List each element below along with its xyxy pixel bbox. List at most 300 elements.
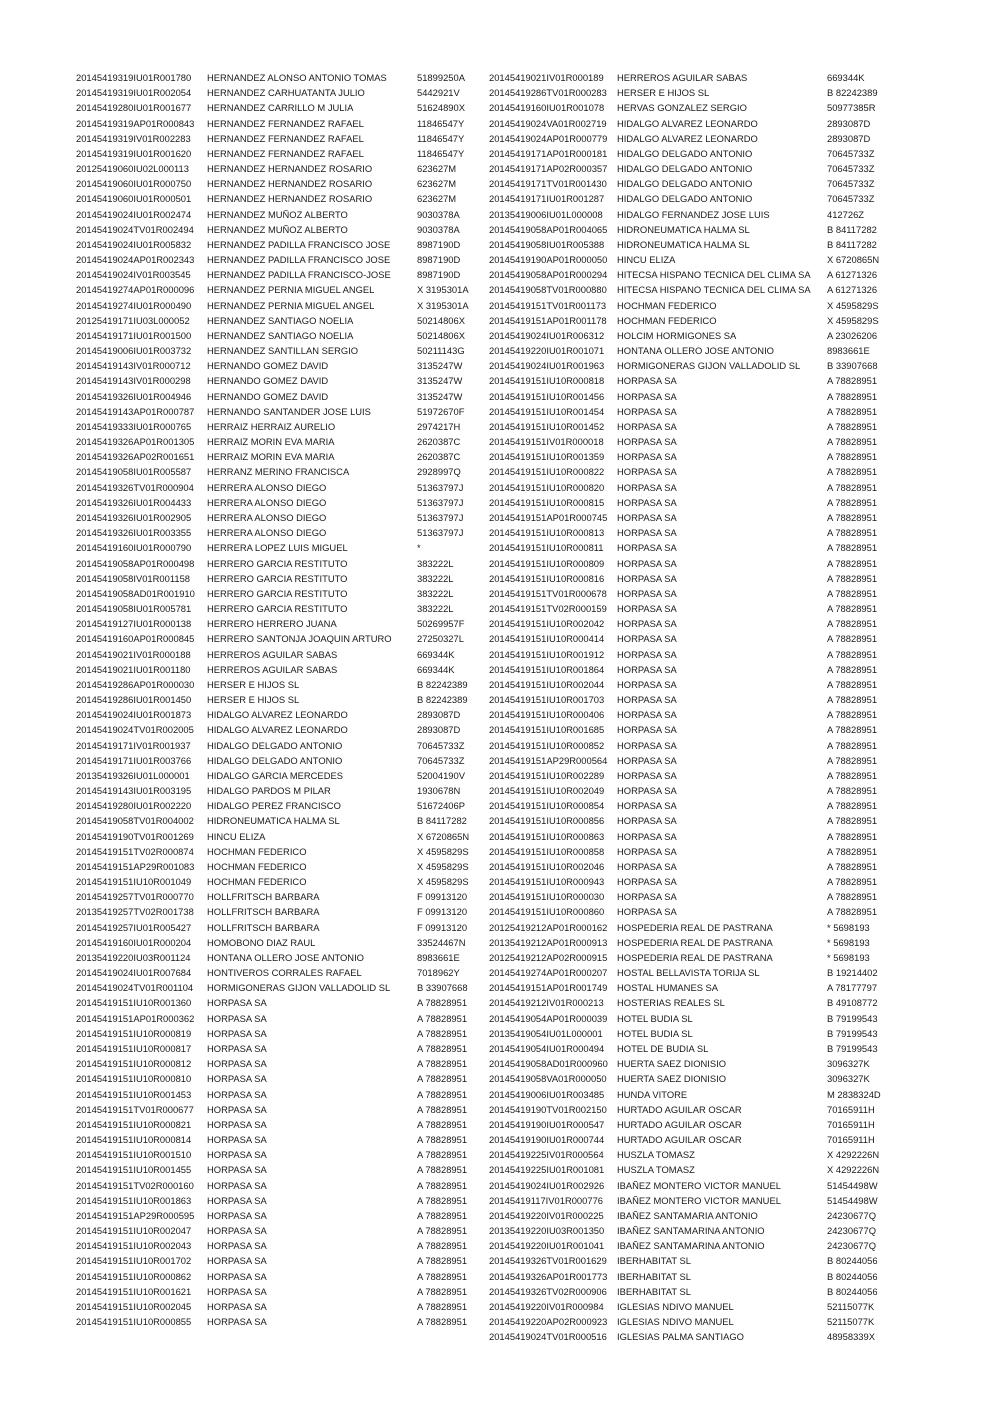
holder-name: HERRERO GARCIA RESTITUTO	[207, 572, 348, 584]
tax-id: X 3195301A	[417, 284, 469, 296]
tax-id: A 78177797	[827, 982, 878, 994]
holder-name: HERNANDEZ FERNANDEZ RAFAEL	[207, 117, 364, 129]
holder-name: HORPASA SA	[207, 1285, 267, 1297]
tax-id: A 78828951	[827, 678, 878, 690]
tax-id: A 78828951	[827, 390, 878, 402]
tax-id: 623627M	[417, 193, 457, 205]
tax-id: A 78828951	[827, 830, 878, 842]
tax-id: A 78828951	[827, 891, 878, 903]
holder-name: HOCHMAN FEDERICO	[617, 299, 717, 311]
tax-id: B 84117282	[417, 815, 467, 827]
record-id: 20135419220IU03R001350	[489, 1225, 605, 1237]
record-id: 20145419151IU10R001452	[489, 420, 605, 432]
holder-name: HIDALGO ALVAREZ LEONARDO	[207, 724, 348, 736]
holder-name: HORPASA SA	[207, 1134, 267, 1146]
record-id: 20145419151IU10R000856	[489, 815, 605, 827]
tax-id: B 79199543	[827, 1043, 878, 1054]
record-id: 20145419024VA01R002719	[489, 117, 607, 129]
record-id: 20145419151IU10R001685	[489, 724, 605, 736]
tax-id: A 78828951	[417, 997, 468, 1009]
record-id: 20145419151AP29R000595	[76, 1209, 195, 1221]
record-id: 20145419326AP01R001305	[76, 436, 195, 448]
record-id: 20145419151IU10R001455	[76, 1164, 192, 1176]
record-id: 20145419024TV01R002005	[76, 724, 194, 736]
holder-name: HORPASA SA	[207, 1012, 267, 1024]
holder-name: HERRAIZ HERRAIZ AURELIO	[207, 420, 336, 432]
tax-id: B 84117282	[827, 223, 877, 235]
holder-name: HERVAS GONZALEZ SERGIO	[617, 102, 747, 114]
record-id: 20145419151IU10R002049	[489, 785, 605, 797]
holder-name: HORPASA SA	[617, 845, 677, 857]
tax-id: 5442921V	[417, 87, 460, 99]
holder-name: HERNANDO SANTANDER JOSE LUIS	[207, 405, 371, 417]
holder-name: HOCHMAN FEDERICO	[207, 876, 307, 888]
holder-name: IBAÑEZ SANTAMARINA ANTONIO	[617, 1225, 765, 1237]
record-id: 20145419220IV01R000225	[489, 1209, 604, 1221]
record-id: 20145419151IU10R000815	[489, 496, 605, 508]
tax-id: A 78828951	[827, 785, 878, 797]
holder-name: HORPASA SA	[207, 1270, 267, 1282]
tax-id: X 4595829S	[827, 314, 879, 326]
holder-name: HERRERA ALONSO DIEGO	[207, 527, 327, 539]
tax-id: A 78828951	[417, 1149, 468, 1161]
tax-id: A 78828951	[827, 876, 878, 888]
holder-name: HERNANDEZ HERNANDEZ ROSARIO	[207, 178, 373, 190]
record-id: 20145419151IU10R000813	[489, 527, 605, 539]
record-id: 20145419151IU10R001863	[76, 1194, 192, 1206]
tax-id: 51899250A	[417, 72, 465, 83]
record-id: 20145419060IU01R000750	[76, 178, 192, 190]
holder-name: HUERTA SAEZ DIONISIO	[617, 1058, 727, 1070]
record-id: 20145419151AP01R000745	[489, 511, 608, 523]
tax-id: 2893087D	[417, 709, 461, 721]
holder-name: HORPASA SA	[617, 572, 677, 584]
holder-name: HERNANDEZ PADILLA FRANCISCO JOSE	[207, 238, 391, 250]
holder-name: HORPASA SA	[617, 891, 677, 903]
tax-id: 70645733Z	[827, 193, 875, 205]
tax-id: 2928997Q	[417, 466, 461, 478]
tax-id: B 80244056	[827, 1270, 878, 1282]
holder-name: HORMIGONERAS GIJON VALLADOLID SL	[207, 982, 391, 994]
tax-id: X 6720865N	[827, 254, 880, 266]
holder-name: HERNANDEZ HERNANDEZ ROSARIO	[207, 193, 373, 205]
record-id: 20145419171TV01R001430	[489, 178, 607, 190]
record-id: 20145419151IU10R000809	[489, 557, 605, 569]
tax-id: 27250327L	[417, 633, 464, 645]
holder-name: HORPASA SA	[617, 587, 677, 599]
holder-name: HORPASA SA	[207, 1058, 267, 1070]
record-id: 20145419058AP01R000498	[76, 557, 195, 569]
tax-id: 24230677Q	[827, 1225, 877, 1237]
tax-id: A 78828951	[827, 739, 878, 751]
record-id: 20145419151AP01R001749	[489, 982, 608, 994]
record-id: 20145419319IU01R001620	[76, 147, 192, 159]
record-id: 20145419220AP02R000923	[489, 1316, 608, 1328]
record-id: 20145419151IU10R001703	[489, 694, 605, 706]
holder-name: HERNANDEZ SANTILLAN SERGIO	[207, 345, 359, 357]
record-id: 20145419190TV01R002150	[489, 1103, 607, 1115]
holder-name: HORPASA SA	[617, 694, 677, 706]
holder-name: HERREROS AGUILAR SABAS	[207, 663, 338, 675]
holder-name: IGLESIAS NDIVO MANUEL	[617, 1316, 734, 1328]
tax-id: 9030378A	[417, 223, 460, 235]
record-id: 20145419274IU01R000490	[76, 299, 192, 311]
tax-id: 51972670F	[417, 405, 465, 417]
tax-id: 50977385R	[827, 102, 876, 114]
tax-id: F 09913120	[417, 891, 468, 903]
holder-name: HORPASA SA	[207, 1240, 267, 1252]
holder-name: HORPASA SA	[207, 1316, 267, 1328]
holder-name: HORPASA SA	[207, 1255, 267, 1267]
holder-name: HORPASA SA	[617, 800, 677, 812]
holder-name: HOMOBONO DIAZ RAUL	[207, 936, 316, 948]
tax-id: X 6720865N	[417, 830, 470, 842]
tax-id: A 78828951	[417, 1316, 468, 1328]
tax-id: 2893087D	[827, 132, 871, 144]
record-id: 20145419024IV01R003545	[76, 269, 191, 281]
holder-name: HORPASA SA	[617, 420, 677, 432]
record-id: 20145419286TV01R000283	[489, 87, 607, 99]
holder-name: HERRERA ALONSO DIEGO	[207, 511, 327, 523]
record-id: 20145419024IU01R006312	[489, 329, 605, 341]
record-id: 20145419024IU01R002926	[489, 1179, 605, 1191]
record-id: 20145419058IV01R001158	[76, 572, 190, 584]
holder-name: HIDALGO FERNANDEZ JOSE LUIS	[617, 208, 770, 220]
holder-name: HORPASA SA	[617, 405, 677, 417]
record-id: 20145419054AP01R000039	[489, 1012, 608, 1024]
holder-name: HORPASA SA	[617, 511, 677, 523]
tax-id: A 78828951	[417, 1118, 468, 1130]
holder-name: HORPASA SA	[617, 678, 677, 690]
tax-id: A 78828951	[827, 436, 878, 448]
record-id: 20145419190AP01R000050	[489, 254, 608, 266]
tax-id: 623627M	[417, 163, 457, 175]
holder-name: IBERHABITAT SL	[617, 1270, 691, 1282]
record-id: 20145419024AP01R002343	[76, 254, 195, 266]
holder-name: HIDALGO PARDOS M PILAR	[207, 785, 331, 797]
holder-name: IBAÑEZ SANTAMARINA ANTONIO	[617, 1240, 765, 1252]
tax-id: 48958339X	[827, 1331, 875, 1343]
holder-name: HORPASA SA	[617, 557, 677, 569]
record-id: 20145419151IU10R000414	[489, 633, 605, 645]
record-id: 20145419160AP01R000845	[76, 633, 195, 645]
tax-id: A 78828951	[827, 633, 878, 645]
record-id: 20145419151IU10R002046	[489, 860, 605, 872]
record-id: 20145419024IU01R007684	[76, 967, 192, 979]
tax-id: 7018962Y	[417, 967, 460, 979]
record-id: 20145419171AP02R000357	[489, 163, 608, 175]
tax-id: A 78828951	[417, 1012, 468, 1024]
tax-id: A 78828951	[417, 1103, 468, 1115]
record-id: 20145419151IU10R000820	[489, 481, 605, 493]
record-id: 20145419058TV01R004002	[76, 815, 194, 827]
record-id: 20145419326TV01R001629	[489, 1255, 607, 1267]
holder-name: HURTADO AGUILAR OSCAR	[617, 1134, 742, 1146]
tax-id: B 33907668	[417, 982, 468, 994]
holder-name: HORPASA SA	[617, 603, 677, 615]
tax-id: B 82242389	[417, 678, 468, 690]
record-id: 20145419274AP01R000207	[489, 967, 608, 979]
holder-name: HORPASA SA	[207, 1179, 267, 1191]
holder-name: HORPASA SA	[617, 496, 677, 508]
holder-name: HORPASA SA	[617, 754, 677, 766]
tax-id: 70645733Z	[417, 739, 465, 751]
record-id: 20145419257IU01R005427	[76, 921, 192, 933]
holder-name: HERNANDEZ PADILLA FRANCISCO-JOSE	[207, 269, 391, 281]
holder-name: HIDRONEUMATICA HALMA SL	[617, 223, 750, 235]
record-id: 20145419151IU10R001621	[76, 1285, 192, 1297]
holder-name: HERNANDEZ CARHUATANTA JULIO	[207, 87, 365, 99]
tax-id: 52004190V	[417, 769, 465, 781]
record-id: 20145419171IU01R001287	[489, 193, 605, 205]
tax-id: A 78828951	[827, 542, 878, 554]
holder-name: HOLCIM HORMIGONES SA	[617, 329, 737, 341]
holder-name: HOLLFRITSCH BARBARA	[207, 891, 320, 903]
record-id: 20135419006IU01L000008	[489, 208, 603, 220]
record-id: 20145419319AP01R000843	[76, 117, 195, 129]
holder-name: HORPASA SA	[207, 1088, 267, 1100]
holder-name: HERRERO SANTONJA JOAQUIN ARTURO	[207, 633, 392, 645]
record-id: 20145419058IU01R005587	[76, 466, 192, 478]
tax-id: A 78828951	[417, 1058, 468, 1070]
holder-name: HUERTA SAEZ DIONISIO	[617, 1073, 727, 1085]
holder-name: HORPASA SA	[617, 739, 677, 751]
tax-id: 669344K	[417, 663, 455, 675]
tax-id: 669344K	[827, 72, 865, 83]
tax-id: A 78828951	[417, 1285, 468, 1297]
tax-id: 70645733Z	[827, 147, 875, 159]
record-id: 20145419151AP29R001083	[76, 860, 195, 872]
holder-name: HERRANZ MERINO FRANCISCA	[207, 466, 350, 478]
record-id: 20145419151IU10R001049	[76, 876, 192, 888]
tax-id: 383222L	[417, 572, 454, 584]
holder-name: HERNANDO GOMEZ DAVID	[207, 360, 329, 372]
record-id: 20145419151IU10R000862	[76, 1270, 192, 1282]
record-id: 20145419024AP01R000779	[489, 132, 608, 144]
record-id: 20145419151TV01R000678	[489, 587, 607, 599]
tax-id: A 78828951	[417, 1255, 468, 1267]
tax-id: * 5698193	[827, 951, 870, 963]
record-id: 20145419151IU10R000852	[489, 739, 605, 751]
tax-id: X 4595829S	[417, 860, 469, 872]
record-id: 20145419024TV01R001104	[76, 982, 194, 994]
tax-id: A 78828951	[417, 1270, 468, 1282]
holder-name: HOSPEDERIA REAL DE PASTRANA	[617, 936, 773, 948]
holder-name: HIDALGO DELGADO ANTONIO	[207, 754, 343, 766]
record-id: 20145419006IU01R003485	[489, 1088, 605, 1100]
tax-id: 8987190D	[417, 238, 461, 250]
record-id: 20145419058AP01R004065	[489, 223, 608, 235]
record-id: 20145419190IU01R000547	[489, 1118, 605, 1130]
record-id: 20145419326IU01R004946	[76, 390, 192, 402]
record-id: 20145419024IU01R001963	[489, 360, 605, 372]
tax-id: A 78828951	[827, 709, 878, 721]
holder-name: HORPASA SA	[617, 527, 677, 539]
record-id: 20145419021IV01R000188	[76, 648, 191, 660]
tax-id: 51454498W	[827, 1179, 878, 1191]
tax-id: B 82242389	[417, 694, 468, 706]
record-id: 20145419151IU10R002044	[489, 678, 605, 690]
holder-name: HOCHMAN FEDERICO	[617, 314, 717, 326]
holder-name: HERNANDEZ CARRILLO M JULIA	[207, 102, 354, 114]
holder-name: HORPASA SA	[617, 542, 677, 554]
tax-id: B 80244056	[827, 1255, 878, 1267]
record-id: 20145419021IU01R001180	[76, 663, 191, 675]
holder-name: HONTANA OLLERO JOSE ANTONIO	[207, 951, 364, 963]
record-id: 20145419151TV01R001173	[489, 299, 607, 311]
record-id: 20135419326IU01L000001	[76, 769, 190, 781]
tax-id: 1930678N	[417, 785, 461, 797]
record-id: 20145419151IU10R000406	[489, 709, 605, 721]
holder-name: HERRAIZ MORIN EVA MARIA	[207, 436, 335, 448]
holder-name: HERRERO GARCIA RESTITUTO	[207, 587, 348, 599]
record-id: 20145419220IU01R001041	[489, 1240, 605, 1252]
holder-name: HERNANDEZ MUÑOZ ALBERTO	[207, 208, 348, 220]
record-id: 20145419151IU10R002045	[76, 1300, 192, 1312]
record-id: 20145419151IU10R000943	[489, 876, 605, 888]
tax-id: A 78828951	[827, 618, 878, 630]
record-id: 20145419151IU10R001453	[76, 1088, 192, 1100]
record-id: 20145419160IU01R001078	[489, 102, 605, 114]
record-id: 20145419326IU01R004433	[76, 496, 192, 508]
holder-name: HERNANDEZ SANTIAGO NOELIA	[207, 329, 354, 341]
record-id: 20145419151IU10R001864	[489, 663, 605, 675]
record-id: 20145419171AP01R000181	[489, 147, 608, 159]
tax-id: 50211143G	[417, 345, 465, 357]
record-id: 20145419286IU01R001450	[76, 694, 192, 706]
tax-id: A 78828951	[827, 420, 878, 432]
tax-id: 2974217H	[417, 420, 461, 432]
holder-name: HOSPEDERIA REAL DE PASTRANA	[617, 951, 773, 963]
tax-id: B 33907668	[827, 360, 878, 372]
holder-name: HINCU ELIZA	[617, 254, 676, 266]
tax-id: 70165911H	[827, 1103, 875, 1115]
tax-id: 33524467N	[417, 936, 466, 948]
holder-name: HIDALGO ALVAREZ LEONARDO	[617, 132, 758, 144]
tax-id: 2893087D	[827, 117, 871, 129]
record-id: 20145419151IU10R000818	[489, 375, 605, 387]
holder-name: HORPASA SA	[617, 709, 677, 721]
record-id: 20145419143IU01R003195	[76, 785, 192, 797]
tax-id: A 78828951	[827, 754, 878, 766]
holder-name: HORPASA SA	[207, 1300, 267, 1312]
holder-name: HIDRONEUMATICA HALMA SL	[207, 815, 340, 827]
tax-id: 50269957F	[417, 618, 465, 630]
holder-name: HORPASA SA	[617, 390, 677, 402]
record-id: 20145419151IU10R000821	[76, 1118, 192, 1130]
record-id: 20145419021IV01R000189	[489, 72, 604, 83]
holder-name: HIDALGO ALVAREZ LEONARDO	[617, 117, 758, 129]
record-id: 20145419058IU01R005781	[76, 603, 192, 615]
tax-id: 51363797J	[417, 481, 464, 493]
record-id: 20145419333IU01R000765	[76, 420, 192, 432]
record-id: 20125419060IU02L000113	[76, 163, 189, 175]
holder-name: HORPASA SA	[617, 466, 677, 478]
tax-id: 412726Z	[827, 208, 865, 220]
record-id: 20135419212AP01R000913	[489, 936, 608, 948]
tax-id: 8983661E	[827, 345, 870, 357]
tax-id: A 78828951	[417, 1164, 468, 1176]
record-id: 20145419151IU10R002289	[489, 769, 605, 781]
tax-id: A 78828951	[827, 860, 878, 872]
record-id: 20145419151IU10R000855	[76, 1316, 192, 1328]
tax-id: A 78828951	[827, 845, 878, 857]
record-id: 20145419220IU01R001071	[489, 345, 605, 357]
record-id: 20145419151IU10R000819	[76, 1027, 192, 1039]
holder-name: HERRERA ALONSO DIEGO	[207, 481, 327, 493]
record-id: 20145419151TV02R000160	[76, 1179, 194, 1191]
holder-name: HURTADO AGUILAR OSCAR	[617, 1118, 742, 1130]
tax-id: 51363797J	[417, 496, 464, 508]
record-id: 20145419058AP01R000294	[489, 269, 608, 281]
holder-name: HERNANDEZ SANTIAGO NOELIA	[207, 314, 354, 326]
tax-id: X 4595829S	[827, 299, 879, 311]
record-id: 20145419151IU10R000860	[489, 906, 605, 918]
holder-name: HORPASA SA	[207, 1043, 267, 1054]
record-id: 20145419024IU01R002474	[76, 208, 192, 220]
holder-name: HORPASA SA	[617, 906, 677, 918]
record-id: 20145419151IU10R000814	[76, 1134, 192, 1146]
tax-id: 3096327K	[827, 1073, 870, 1085]
tax-id: 51454498W	[827, 1194, 878, 1206]
holder-name: HERNANDEZ PERNIA MIGUEL ANGEL	[207, 284, 375, 296]
tax-id: A 78828951	[827, 481, 878, 493]
holder-name: HOSTAL BELLAVISTA TORIJA SL	[617, 967, 760, 979]
tax-id: 50214806X	[417, 314, 465, 326]
record-id: 20145419151IU10R000854	[489, 800, 605, 812]
holder-name: HOLLFRITSCH BARBARA	[207, 906, 320, 918]
tax-id: A 78828951	[827, 451, 878, 463]
holder-name: HERNANDEZ MUÑOZ ALBERTO	[207, 223, 348, 235]
tax-id: 70165911H	[827, 1134, 875, 1146]
record-id: 20145419280IU01R002220	[76, 800, 192, 812]
holder-name: HORPASA SA	[207, 1164, 267, 1176]
holder-name: HERNANDEZ FERNANDEZ RAFAEL	[207, 147, 364, 159]
holder-name: HERRERA LOPEZ LUIS MIGUEL	[207, 542, 348, 554]
tax-id: 11846547Y	[417, 147, 465, 159]
tax-id: 3135247W	[417, 390, 463, 402]
tax-id: 24230677Q	[827, 1240, 877, 1252]
holder-name: HORPASA SA	[617, 815, 677, 827]
record-id: 20145419151IU10R001912	[489, 648, 605, 660]
record-id: 20145419274AP01R000096	[76, 284, 195, 296]
holder-name: HIDALGO DELGADO ANTONIO	[617, 163, 753, 175]
holder-name: HORPASA SA	[207, 997, 267, 1009]
tax-id: 2893087D	[417, 724, 461, 736]
holder-name: IGLESIAS NDIVO MANUEL	[617, 1300, 734, 1312]
holder-name: IGLESIAS PALMA SANTIAGO	[617, 1331, 744, 1343]
record-id: 20145419151AP01R000362	[76, 1012, 195, 1024]
tax-id: A 78828951	[417, 1179, 468, 1191]
record-id: 20145419212IV01R000213	[489, 997, 604, 1009]
holder-name: HERREROS AGUILAR SABAS	[617, 72, 748, 83]
tax-id: M 2838324D	[827, 1088, 881, 1100]
record-id: 20145419024TV01R000516	[489, 1331, 607, 1343]
tax-id: 51672406P	[417, 800, 465, 812]
holder-name: HOTEL DE BUDIA SL	[617, 1043, 709, 1054]
tax-id: A 78828951	[827, 496, 878, 508]
holder-name: HIDALGO ALVAREZ LEONARDO	[207, 709, 348, 721]
record-id: 20145419151IU10R002042	[489, 618, 605, 630]
holder-name: HOSPEDERIA REAL DE PASTRANA	[617, 921, 773, 933]
tax-id: 52115077K	[827, 1316, 875, 1328]
holder-name: HUSZLA TOMASZ	[617, 1164, 695, 1176]
tax-id: 70165911H	[827, 1118, 875, 1130]
record-id: 20145419151IU10R001702	[76, 1255, 192, 1267]
tax-id: 11846547Y	[417, 117, 465, 129]
record-id: 20145419151IU10R000858	[489, 845, 605, 857]
record-id: 20145419151AP01R001178	[489, 314, 607, 326]
